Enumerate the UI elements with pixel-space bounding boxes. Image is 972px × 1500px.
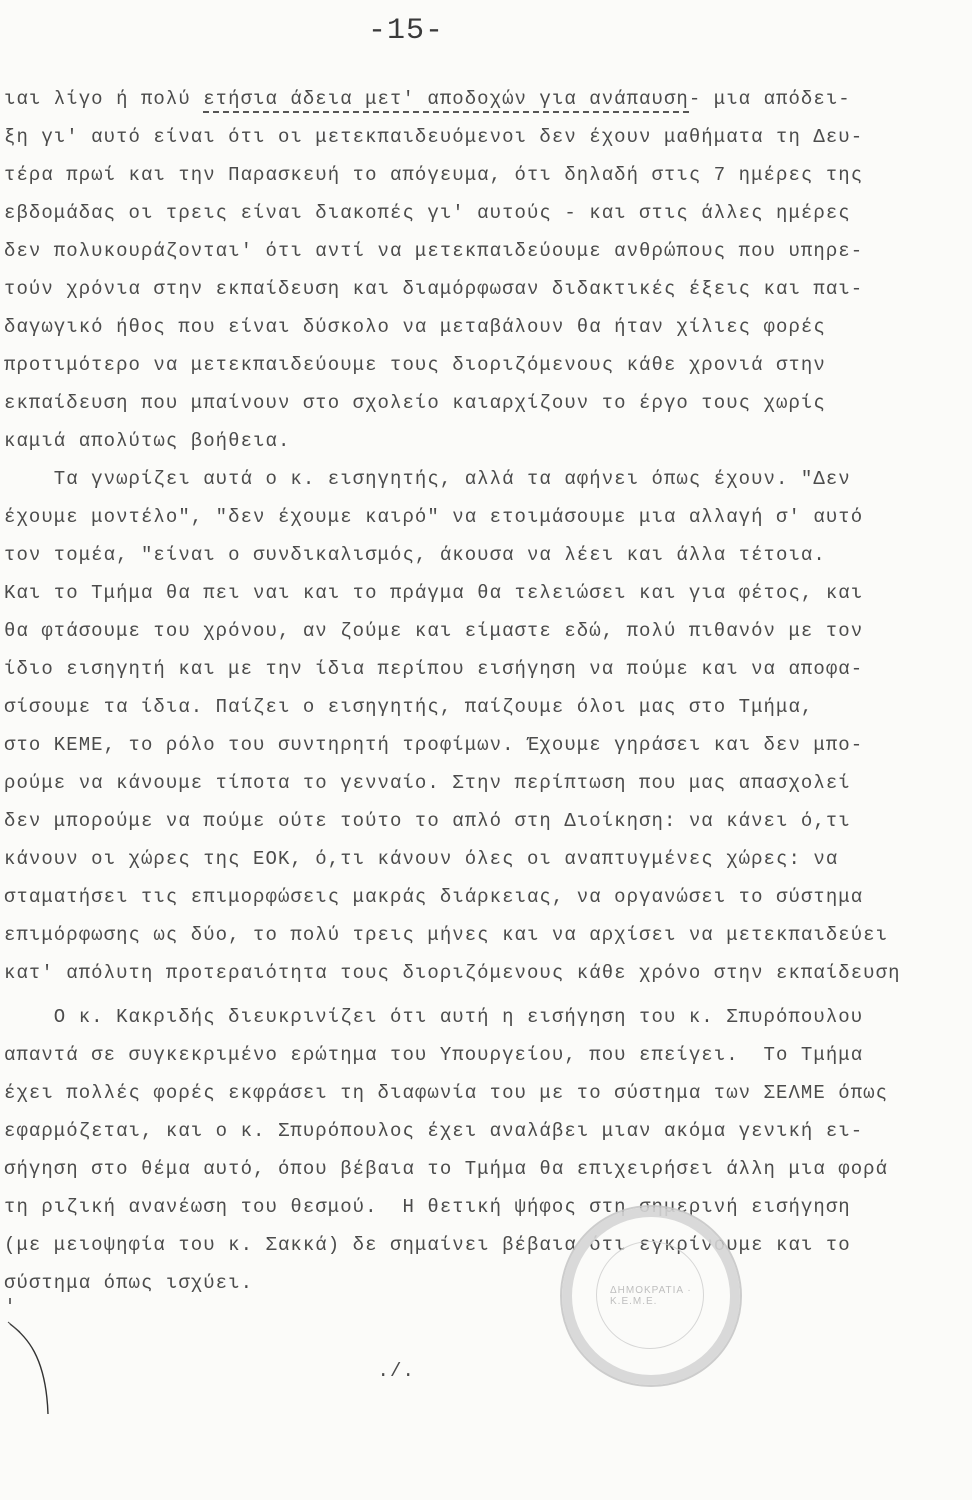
text-line [4, 1360, 415, 1382]
line-text: δαγωγικό ήθος που είναι δύσκολο να μεταβάλουν θα ήταν χίλιες φορές [4, 316, 826, 338]
line-text: στο ΚΕΜΕ, το ρόλο του συντηρητή τροφίμων. Έχουμε γηράσει και δεν μπο- [4, 734, 864, 756]
line-text: Ο κ. Κακριδής διευκρινίζει ότι αυτή η εισήγηση του κ. Σπυρόπουλου [4, 1006, 864, 1028]
line-text: ρούμε να κάνουμε τίποτα το γενναίο. Στην περίπτωση που μας απασχολεί [4, 772, 851, 794]
text-line [4, 202, 851, 224]
line-text: τέρα πρωί και την Παρασκευή το απόγευμα, ότι δηλαδή στις 7 ημέρες της [4, 164, 864, 186]
line-text: εβδομάδας οι τρεις είναι διακοπές γι' αυτούς - και στις άλλες ημέρες [4, 202, 851, 224]
line-text: επιμόρφωσης ως δύο, το πολύ τρεις μήνες και να αρχίσει να μετεκπαιδεύει [4, 924, 889, 946]
line-text: έχει πολλές φορές εκφράσει τη διαφωνία του με το σύστημα των ΣΕΛΜΕ όπως [4, 1082, 889, 1104]
line-text: καμιά απολύτως βοήθεια. [4, 430, 291, 452]
text-line [4, 1044, 863, 1066]
page-number: -15- [368, 14, 445, 48]
text-line [4, 658, 863, 680]
text-line [4, 772, 851, 794]
text-line [4, 734, 863, 756]
line-text: σταματήσει τις επιμορφώσεις μακράς διάρκειας, να οργανώσει το σύστημα [4, 886, 864, 908]
line-text: ξη γι' αυτό είναι ότι οι μετεκπαιδευόμενοι δεν έχουν μαθήματα τη Δευ- [4, 126, 864, 148]
line-text: Τα γνωρίζει αυτά ο κ. εισηγητής, αλλά τα αφήνει όπως έχουν. "Δεν [4, 468, 851, 490]
official-stamp [560, 1205, 742, 1387]
text-line [4, 354, 826, 376]
text-line [4, 88, 851, 110]
line-text: κατ' απόλυτη προτεραιότητα τους διοριζόμενους κάθε χρόνο στην εκπαίδευση [4, 962, 901, 984]
line-text: σίσουμε τα ίδια. Παίζει ο εισηγητής, παίζουμε όλοι μας στο Τμήμα, [4, 696, 814, 718]
text-line [4, 544, 826, 566]
text-line [4, 506, 863, 528]
text-line [4, 126, 863, 148]
line-text: ./. [4, 1360, 415, 1382]
text-line [4, 278, 863, 300]
text-line [4, 468, 851, 490]
text-line [4, 582, 863, 604]
line-text: εφαρμόζεται, και ο κ. Σπυρόπουλος έχει αναλάβει μιαν ακόμα γενική ει- [4, 1120, 864, 1142]
text-line [4, 620, 863, 642]
margin-bracket-mark [6, 1296, 50, 1416]
text-line [4, 392, 826, 414]
line-text: κάνουν οι χώρες της ΕΟΚ, ό,τι κάνουν όλες οι αναπτυγμένες χώρες: να [4, 848, 839, 870]
text-line [4, 696, 813, 718]
text-line [4, 164, 863, 186]
text-line [4, 1158, 888, 1180]
text-line [4, 848, 838, 870]
line-text: ίδιο εισηγητή και με την ίδια περίπου εισήγηση να πούμε και να αποφα- [4, 658, 864, 680]
line-text: προτιμότερο να μετεκπαιδεύουμε τους διοριζόμενους κάθε χρονιά στην [4, 354, 826, 376]
line-text: σήγηση στο θέμα αυτό, όπου βέβαια το Τμήμα θα επιχειρήσει άλλη μια φορά [4, 1158, 889, 1180]
text-line [4, 1120, 863, 1142]
stamp-text: ΔΗΜΟΚΡΑΤΙΑ · Κ.Ε.Μ.Ε. [610, 1285, 692, 1307]
line-text: θα φτάσουμε του χρόνου, αν ζούμε και είμαστε εδώ, πολύ πιθανόν με τον [4, 620, 864, 642]
text-line [4, 240, 863, 262]
line-text: έχουμε μοντέλο", "δεν έχουμε καιρό" να ετοιμάσουμε μια αλλαγή σ' αυτό [4, 506, 864, 528]
line-text: τον τομέα, "είναι ο συνδικαλισμός, άκουσα να λέει και άλλα τέτοια. [4, 544, 826, 566]
line-text: δεν πολυκουράζονται' ότι αντί να μετεκπαιδεύουμε ανθρώπους που υπηρε- [4, 240, 864, 262]
text-line [4, 1272, 253, 1294]
text-line [4, 962, 901, 984]
text-line [4, 810, 851, 832]
text-line [4, 924, 888, 946]
line-text: τη ριζική ανανέωση του θεσμού. Η θετική ψήφος στη σημερινή εισήγηση [4, 1196, 851, 1218]
line-text: (με μειοψηφία του κ. Σακκά) δε σημαίνει βέβαια ότι εγκρίνουμε και το [4, 1234, 851, 1256]
line-text: ιαι λίγο ή πολύ [4, 88, 204, 110]
line-text-rest: - μια απόδει- [688, 88, 851, 110]
line-text: δεν μπορούμε να πούμε ούτε τούτο το απλό στη Διοίκηση: να κάνει ό,τι [4, 810, 851, 832]
text-line [4, 886, 863, 908]
text-line [4, 316, 826, 338]
line-text: σύστημα όπως ισχύει. [4, 1272, 254, 1294]
text-line [4, 430, 290, 452]
line-text: εκπαίδευση που μπαίνουν στο σχολείο καιαρχίζουν το έργο τους χωρίς [4, 392, 826, 414]
text-line [4, 1082, 888, 1104]
line-text: Και το Τμήμα θα πει ναι και το πράγμα θα τελειώσει και για φέτος, και [4, 582, 864, 604]
underlined-phrase: ετήσια άδεια μετ' αποδοχών για ανάπαυση [203, 88, 689, 113]
line-text: τούν χρόνια στην εκπαίδευση και διαμόρφωσαν διδακτικές έξεις και παι- [4, 278, 864, 300]
text-line [4, 1196, 851, 1218]
line-text: απαντά σε συγκεκριμένο ερώτημα του Υπουργείου, που επείγει. Το Τμήμα [4, 1044, 864, 1066]
text-line [4, 1006, 863, 1028]
